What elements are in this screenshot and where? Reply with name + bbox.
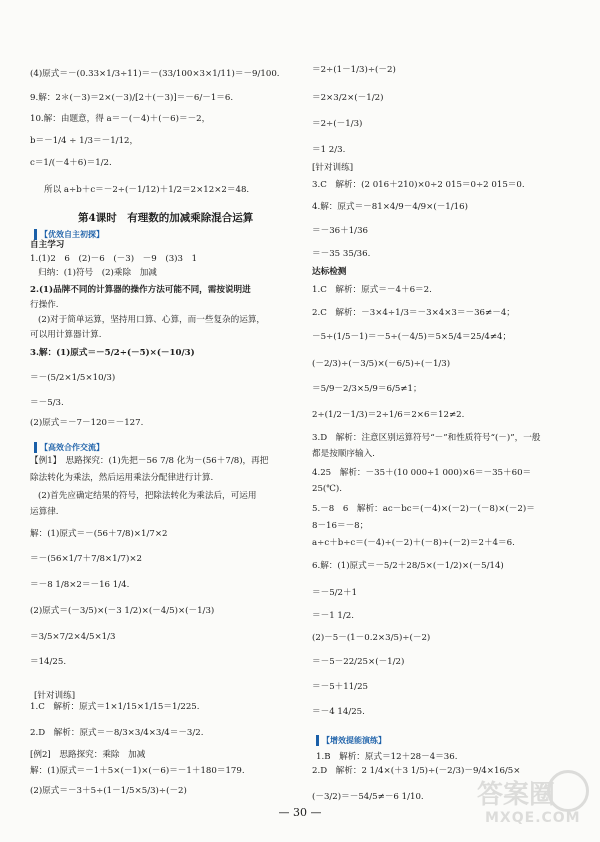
answer-line: ＝－5/2＋1 xyxy=(312,588,358,598)
answer-line: ＝3/5×7/2×4/5×1/3 xyxy=(30,632,116,642)
answer-line: [例2] 思路探究：乘除 加减 xyxy=(30,750,146,760)
answer-line: 3.解：(1)原式＝－5/2÷(－5)×(－10/3) xyxy=(30,348,195,358)
answer-line: ＝2÷(－1/3) xyxy=(312,119,363,129)
answer-line: ＝－(5/2×1/5×10/3) xyxy=(30,373,116,383)
answer-line: (2)原式＝(－3/5)×(－3 1/2)×(－4/5)×(－1/3) xyxy=(30,606,215,616)
answer-line: ＝－8 1/8×2＝－16 1/4. xyxy=(30,580,130,590)
answer-line: 解：(1)原式＝－1＋5×(－1)×(－6)＝－1＋180＝179. xyxy=(30,766,245,776)
answer-line: 5.－8 6 解析：ac－bc＝(－4)×(－2)－(－8)×(－2)＝ xyxy=(312,504,535,514)
answer-line: ＝－5－22/25×(－1/2) xyxy=(312,657,405,667)
answer-line: 2.(1)品牌不同的计算器的操作方法可能不同，需按说明进 xyxy=(30,285,251,295)
answer-line: (2)原式＝－3＋5÷(1－1/5×5/3)÷(－2) xyxy=(30,786,187,796)
watermark-url: MXQE.COM xyxy=(485,810,581,826)
answer-line: 3.D 解析：注意区别运算符号“－”和性质符号“(－)”，一般 xyxy=(312,433,541,443)
answer-line: 行操作. xyxy=(30,300,59,310)
answer-line: 可以用计算器计算. xyxy=(30,330,102,340)
answer-line: 2.D 解析：原式＝－8/3×3/4×3/4＝－3/2. xyxy=(30,728,204,738)
answer-line: 3.C 解析：(2 016＋210)×0÷2 015＝0÷2 015＝0. xyxy=(312,180,525,190)
answer-line: ＝2÷(1－1/3)÷(－2) xyxy=(312,65,396,75)
answer-line: 都是按顺序输入. xyxy=(312,449,375,459)
answer-line: 2.D 解析：2 1/4×(＋3 1/5)÷(－2/3)－9/4×16/5× xyxy=(312,766,521,776)
section-self-explore: 【优效自主初探】 xyxy=(34,229,104,240)
answer-line: 归纳：(1)符号 (2)乘除 加减 xyxy=(38,268,157,278)
answer-line: 4.25 解析：－35＋(10 000÷1 000)×6＝－35＋60＝ xyxy=(312,468,532,478)
answer-line: b＝－1/4 ÷ 1/3＝－1/12， xyxy=(30,136,139,146)
answer-line: ＝2×3/2×(－1/2) xyxy=(312,93,384,103)
answer-line: ＝－4 14/25. xyxy=(312,707,365,717)
answer-line: ＝－36＋1/36 xyxy=(312,226,369,236)
answer-line: ＝－5/3. xyxy=(30,398,64,408)
answer-line: ＝－35 35/36. xyxy=(312,249,371,259)
page-number: — 30 — xyxy=(278,806,322,819)
answer-line: 除法转化为乘法，然后运用乘法分配律进行计算. xyxy=(30,473,214,483)
answer-line: (－3/2)＝－54/5≠－6 1/10. xyxy=(312,792,424,802)
answer-line: (2)对于简单运算，坚持用口算、心算，而一些复杂的运算， xyxy=(38,315,266,325)
answer-line: ＝－5＋11/25 xyxy=(312,682,369,692)
lesson-title: 第4课时 有理数的加减乘除混合运算 xyxy=(78,212,254,224)
answer-line: －5÷(1/5－1)＝－5÷(－4/5)＝5×5/4＝25/4≠4； xyxy=(312,332,512,342)
watermark-text: 答案圈 xyxy=(477,780,556,810)
answer-line: (2)原式＝－7－120＝－127. xyxy=(30,418,144,428)
answer-line: [针对训练] xyxy=(312,163,354,173)
answer-line: (－2/3)÷(－3/5)×(－6/5)÷(－1/3) xyxy=(312,359,451,369)
answer-line: 6.解：(1)原式＝－5/2＋28/5×(－1/2)×(－5/14) xyxy=(312,561,504,571)
answer-line: 所以 a÷b＋c＝－2÷(－1/12)＋1/2＝2×12×2＝48. xyxy=(44,185,250,195)
section-practice: [针对训练] xyxy=(34,691,76,701)
answer-line: 【例1】 思路探究：(1)先把－56 7/8 化为－(56＋7/8)，再把 xyxy=(30,456,269,466)
answer-line: 25(℃). xyxy=(312,484,342,494)
answer-line: 4.解：原式＝－81×4/9－4/9×(－1/16) xyxy=(312,202,468,212)
answer-line: ＝1 2/3. xyxy=(312,145,346,155)
watermark-logo xyxy=(475,770,590,832)
answer-line: a÷c＋b÷c＝(－4)÷(－2)＋(－8)÷(－2)＝2＋4＝6. xyxy=(312,538,515,548)
answer-line: c＝1/(－4＋6)＝1/2. xyxy=(30,158,112,168)
answer-line: 自主学习 xyxy=(30,240,65,250)
answer-line: 运算律. xyxy=(30,507,59,517)
section-improve: 【增效提能演练】 xyxy=(316,735,386,746)
answer-line: 9.解：2＊(－3)＝2×(－3)/[2＋(－3)]＝－6/－1＝6. xyxy=(30,93,234,103)
answer-line: 2÷(1/2－1/3)＝2÷1/6＝2×6＝12≠2. xyxy=(312,410,465,420)
answer-line: (2)首先应确定结果的符号，把除法转化为乘法后，可运用 xyxy=(38,491,257,501)
answer-line: 10.解：由题意，得 a＝－(－4)＋(－6)＝－2， xyxy=(30,114,211,124)
answer-line: 1.C 解析：原式＝1×1/15×1/15＝1/225. xyxy=(30,702,200,712)
answer-line: (4)原式＝－(0.33×1/3÷11)＝－(33/100×3×1/11)＝－9/100. xyxy=(30,69,280,79)
answer-line: ＝5/9－2/3×5/9＝6/5≠1； xyxy=(312,384,422,394)
answer-line: 1.C 解析：原式＝－4＋6＝2. xyxy=(312,285,432,295)
answer-line: 1.B 解析：原式＝12＋28－4＝36. xyxy=(316,752,458,762)
answer-line: ＝－1 1/2. xyxy=(312,611,354,621)
answer-line: 8－16＝－8； xyxy=(312,521,369,531)
answer-line: ＝14/25. xyxy=(30,657,67,667)
answer-line: 解：(1)原式＝－(56＋7/8)×1/7×2 xyxy=(30,529,168,539)
answer-line: ＝－(56×1/7＋7/8×1/7)×2 xyxy=(30,554,142,564)
answer-line: 1.(1)2 6 (2)－6 (－3) －9 (3)3 1 xyxy=(30,254,198,264)
answer-line: (2)－5－(1－0.2×3/5)÷(－2) xyxy=(312,633,431,643)
answer-line: 达标检测 xyxy=(312,267,347,277)
section-cooperation: 【高效合作交流】 xyxy=(34,442,104,453)
answer-line: 2.C 解析：－3×4÷1/3＝－3×4×3＝－36≠－4； xyxy=(312,308,515,318)
